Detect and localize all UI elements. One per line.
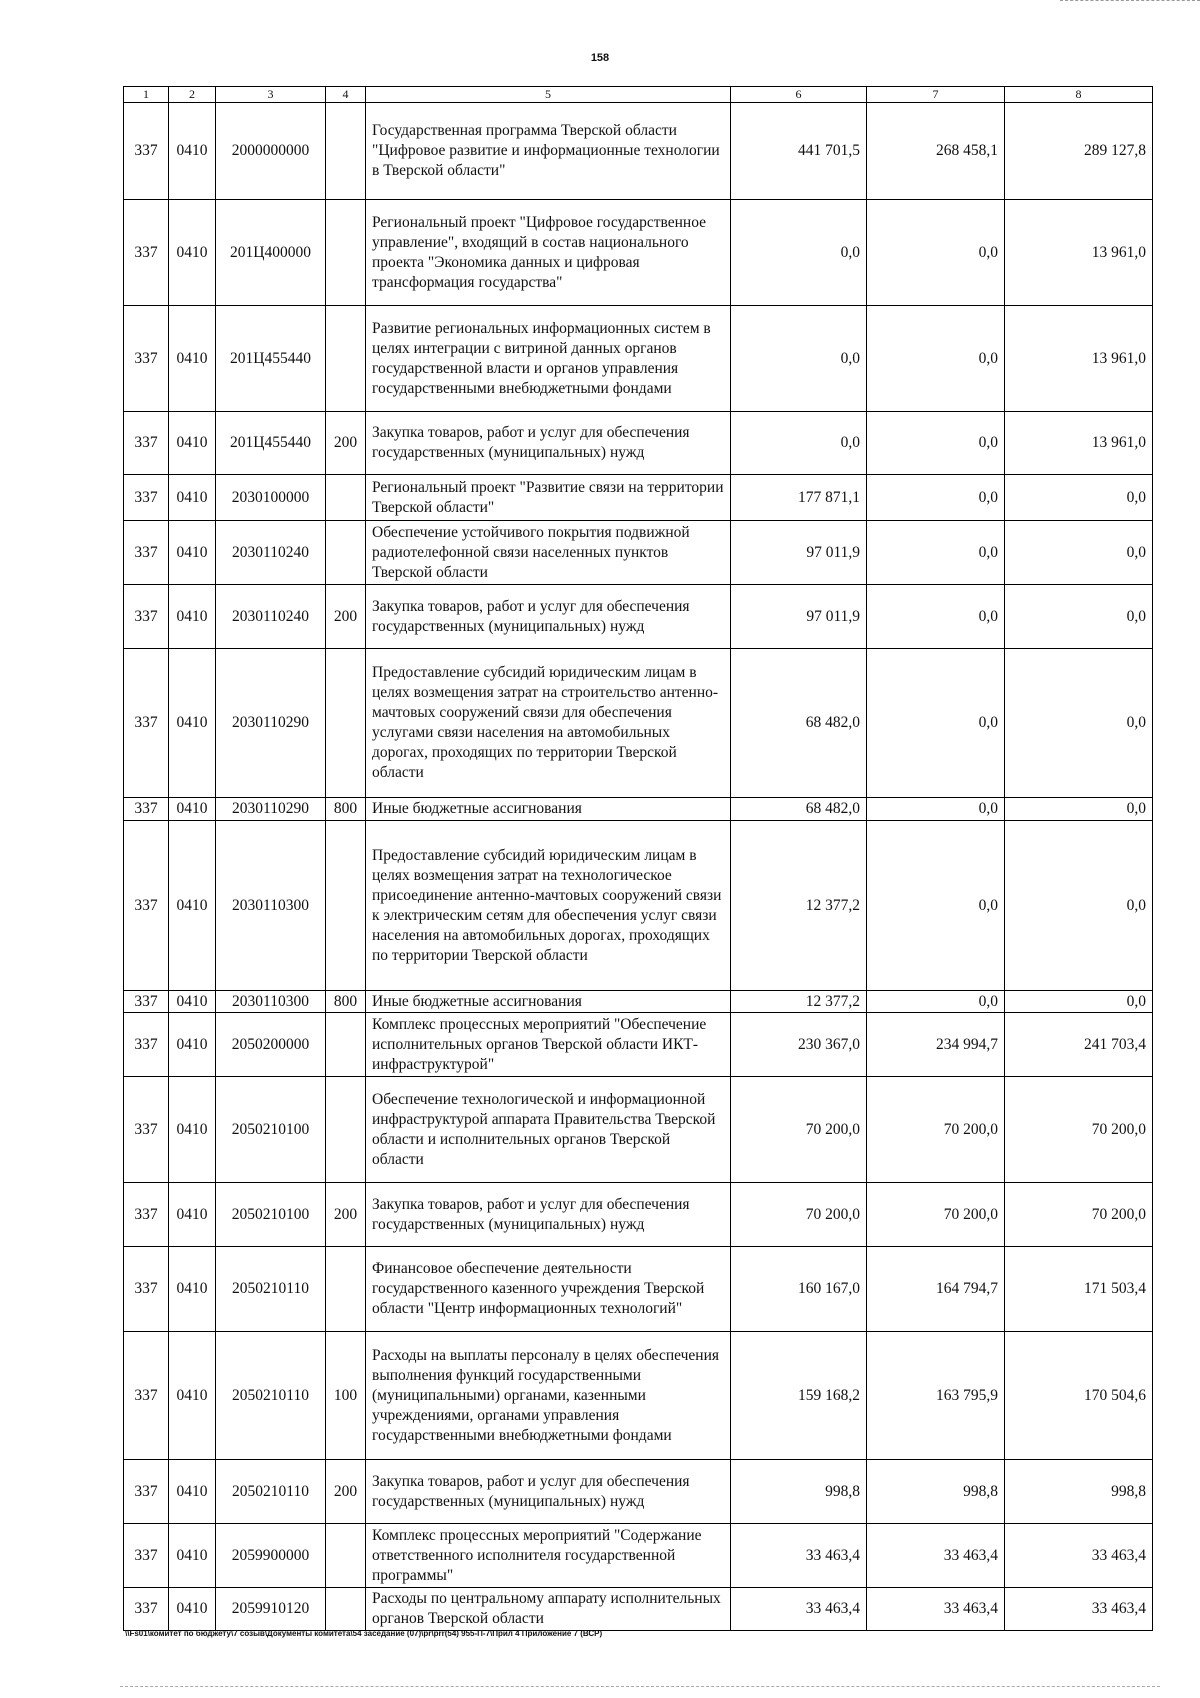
header-cell: 2	[169, 87, 216, 103]
cell-target-article: 2030110240	[216, 521, 326, 585]
cell-ministry: 337	[124, 200, 169, 306]
cell-target-article: 2030110240	[216, 585, 326, 649]
cell-ministry: 337	[124, 1332, 169, 1460]
cell-amount-col6: 177 871,1	[731, 475, 867, 521]
cell-description: Предоставление субсидий юридическим лицам в целях возмещения затрат на технологическое присоединение антенно-мачтовых сооружений связи к электрическим сетям для обеспечения услуг связи населения на автомобильных дорогах, проходящих по территории Тверской области	[366, 821, 731, 991]
cell-amount-col7: 0,0	[867, 585, 1005, 649]
cell-description: Расходы по центральному аппарату исполнительных органов Тверской области	[366, 1588, 731, 1631]
cell-ministry: 337	[124, 798, 169, 821]
cell-expense-type	[326, 1077, 366, 1183]
cell-amount-col8: 998,8	[1005, 1460, 1153, 1524]
cell-ministry: 337	[124, 1524, 169, 1588]
cell-description: Обеспечение технологической и информационной инфраструктурой аппарата Правительства Тверской области и исполнительных органов Тверской области	[366, 1077, 731, 1183]
cell-amount-col8: 13 961,0	[1005, 306, 1153, 412]
cell-ministry: 337	[124, 1013, 169, 1077]
page-number: 158	[590, 52, 610, 64]
cell-section: 0410	[169, 103, 216, 200]
cell-description: Региональный проект "Цифровое государственное управление", входящий в состав национального проекта "Экономика данных и цифровая трансформация государства"	[366, 200, 731, 306]
cell-target-article: 2050210110	[216, 1460, 326, 1524]
cell-ministry: 337	[124, 585, 169, 649]
table-row	[124, 521, 1153, 585]
cell-amount-col6: 0,0	[731, 200, 867, 306]
cell-ministry: 337	[124, 412, 169, 475]
cell-expense-type	[326, 306, 366, 412]
cell-section: 0410	[169, 306, 216, 412]
cell-ministry: 337	[124, 821, 169, 991]
cell-amount-col6: 0,0	[731, 412, 867, 475]
cell-amount-col7: 0,0	[867, 475, 1005, 521]
cell-amount-col6: 160 167,0	[731, 1247, 867, 1332]
cell-amount-col6: 68 482,0	[731, 649, 867, 798]
cell-amount-col6: 97 011,9	[731, 585, 867, 649]
cell-expense-type: 200	[326, 1183, 366, 1247]
cell-amount-col8: 70 200,0	[1005, 1077, 1153, 1183]
cell-target-article: 2059910120	[216, 1588, 326, 1631]
cell-amount-col6: 441 701,5	[731, 103, 867, 200]
table-row	[124, 103, 1153, 200]
cell-target-article: 2030100000	[216, 475, 326, 521]
table-row	[124, 649, 1153, 798]
cell-amount-col7: 234 994,7	[867, 1013, 1005, 1077]
cell-ministry: 337	[124, 1183, 169, 1247]
cell-expense-type	[326, 1524, 366, 1588]
table-row	[124, 1524, 1153, 1588]
cell-amount-col6: 12 377,2	[731, 991, 867, 1013]
cell-section: 0410	[169, 1247, 216, 1332]
cell-amount-col7: 0,0	[867, 200, 1005, 306]
cell-description: Развитие региональных информационных систем в целях интеграции с витриной данных органов государственной власти и органов управления государственными внебюджетными фондами	[366, 306, 731, 412]
header-cell: 3	[216, 87, 326, 103]
cell-expense-type: 200	[326, 585, 366, 649]
cell-ministry: 337	[124, 521, 169, 585]
cell-target-article: 2050210110	[216, 1247, 326, 1332]
table-row	[124, 1077, 1153, 1183]
cell-description: Закупка товаров, работ и услуг для обеспечения государственных (муниципальных) нужд	[366, 1460, 731, 1524]
table-row	[124, 200, 1153, 306]
cell-expense-type: 100	[326, 1332, 366, 1460]
cell-amount-col7: 0,0	[867, 412, 1005, 475]
footer-file-path: \\Fs01\комитет по бюджету\7 созыв\Документы комитета\54 заседание (07)\pr\prr(54) 955-П-7\Прил 4 Приложение 7 (ВСР)	[125, 1629, 603, 1638]
table-row	[124, 991, 1153, 1013]
cell-expense-type	[326, 1247, 366, 1332]
cell-amount-col8: 33 463,4	[1005, 1588, 1153, 1631]
cell-amount-col6: 33 463,4	[731, 1588, 867, 1631]
table-row	[124, 1460, 1153, 1524]
cell-section: 0410	[169, 585, 216, 649]
cell-description: Комплекс процессных мероприятий "Содержание ответственного исполнителя государственной программы"	[366, 1524, 731, 1588]
cell-section: 0410	[169, 821, 216, 991]
cell-amount-col8: 171 503,4	[1005, 1247, 1153, 1332]
header-cell: 4	[326, 87, 366, 103]
cell-description: Региональный проект "Развитие связи на территории Тверской области"	[366, 475, 731, 521]
header-cell: 7	[867, 87, 1005, 103]
cell-description: Закупка товаров, работ и услуг для обеспечения государственных (муниципальных) нужд	[366, 412, 731, 475]
table-row	[124, 1183, 1153, 1247]
header-cell: 1	[124, 87, 169, 103]
cell-expense-type	[326, 103, 366, 200]
cell-ministry: 337	[124, 1460, 169, 1524]
cell-section: 0410	[169, 200, 216, 306]
cell-section: 0410	[169, 991, 216, 1013]
cell-amount-col8: 289 127,8	[1005, 103, 1153, 200]
cell-ministry: 337	[124, 306, 169, 412]
cell-description: Закупка товаров, работ и услуг для обеспечения государственных (муниципальных) нужд	[366, 1183, 731, 1247]
cell-amount-col7: 0,0	[867, 306, 1005, 412]
cell-description: Закупка товаров, работ и услуг для обеспечения государственных (муниципальных) нужд	[366, 585, 731, 649]
cell-ministry: 337	[124, 1247, 169, 1332]
table-row	[124, 1588, 1153, 1631]
cell-target-article: 2050200000	[216, 1013, 326, 1077]
cell-section: 0410	[169, 1077, 216, 1183]
cell-amount-col8: 13 961,0	[1005, 412, 1153, 475]
cell-expense-type: 200	[326, 1460, 366, 1524]
cell-amount-col8: 0,0	[1005, 649, 1153, 798]
cell-amount-col6: 159 168,2	[731, 1332, 867, 1460]
cell-target-article: 2050210110	[216, 1332, 326, 1460]
cell-description: Финансовое обеспечение деятельности государственного казенного учреждения Тверской области "Центр информационных технологий"	[366, 1247, 731, 1332]
cell-amount-col8: 241 703,4	[1005, 1013, 1153, 1077]
cell-ministry: 337	[124, 103, 169, 200]
cell-target-article: 201Ц455440	[216, 412, 326, 475]
cell-expense-type: 800	[326, 991, 366, 1013]
cell-section: 0410	[169, 1332, 216, 1460]
cell-section: 0410	[169, 1460, 216, 1524]
cell-amount-col6: 70 200,0	[731, 1183, 867, 1247]
cell-expense-type	[326, 1013, 366, 1077]
cell-section: 0410	[169, 521, 216, 585]
cell-amount-col7: 268 458,1	[867, 103, 1005, 200]
cell-ministry: 337	[124, 649, 169, 798]
cell-amount-col7: 33 463,4	[867, 1524, 1005, 1588]
cell-description: Комплекс процессных мероприятий "Обеспечение исполнительных органов Тверской области ИКТ-инфраструктурой"	[366, 1013, 731, 1077]
cell-amount-col8: 0,0	[1005, 585, 1153, 649]
header-row	[124, 87, 1153, 103]
cell-amount-col6: 70 200,0	[731, 1077, 867, 1183]
cell-expense-type	[326, 475, 366, 521]
cell-section: 0410	[169, 475, 216, 521]
cell-amount-col7: 70 200,0	[867, 1183, 1005, 1247]
cell-target-article: 201Ц455440	[216, 306, 326, 412]
table-row	[124, 821, 1153, 991]
table-row	[124, 412, 1153, 475]
cell-amount-col6: 0,0	[731, 306, 867, 412]
cell-amount-col6: 230 367,0	[731, 1013, 867, 1077]
cell-amount-col8: 170 504,6	[1005, 1332, 1153, 1460]
cell-expense-type	[326, 521, 366, 585]
cell-amount-col6: 12 377,2	[731, 821, 867, 991]
cell-target-article: 2030110290	[216, 649, 326, 798]
cell-target-article: 2030110300	[216, 991, 326, 1013]
table-row	[124, 306, 1153, 412]
cell-target-article: 2030110290	[216, 798, 326, 821]
cell-amount-col7: 0,0	[867, 991, 1005, 1013]
header-cell: 8	[1005, 87, 1153, 103]
cell-target-article: 2000000000	[216, 103, 326, 200]
cell-section: 0410	[169, 649, 216, 798]
cell-description: Предоставление субсидий юридическим лицам в целях возмещения затрат на строительство антенно-мачтовых сооружений связи для обеспечения услугами связи населения на автомобильных дорогах, проходящих по территории Тверской области	[366, 649, 731, 798]
cell-expense-type: 800	[326, 798, 366, 821]
cell-section: 0410	[169, 798, 216, 821]
cell-ministry: 337	[124, 1588, 169, 1631]
cell-expense-type	[326, 821, 366, 991]
scan-edge-top	[1060, 0, 1200, 5]
cell-amount-col7: 0,0	[867, 521, 1005, 585]
cell-amount-col6: 68 482,0	[731, 798, 867, 821]
cell-target-article: 2050210100	[216, 1183, 326, 1247]
cell-target-article: 2030110300	[216, 821, 326, 991]
cell-expense-type: 200	[326, 412, 366, 475]
cell-amount-col6: 33 463,4	[731, 1524, 867, 1588]
cell-section: 0410	[169, 412, 216, 475]
cell-ministry: 337	[124, 991, 169, 1013]
cell-amount-col7: 164 794,7	[867, 1247, 1005, 1332]
table-row	[124, 798, 1153, 821]
table-row	[124, 1013, 1153, 1077]
table-row	[124, 585, 1153, 649]
cell-amount-col7: 0,0	[867, 798, 1005, 821]
cell-description: Иные бюджетные ассигнования	[366, 991, 731, 1013]
cell-target-article: 2050210100	[216, 1077, 326, 1183]
cell-amount-col8: 33 463,4	[1005, 1524, 1153, 1588]
cell-expense-type	[326, 1588, 366, 1631]
table-row	[124, 1247, 1153, 1332]
cell-expense-type	[326, 200, 366, 306]
header-cell: 6	[731, 87, 867, 103]
cell-target-article: 2059900000	[216, 1524, 326, 1588]
cell-amount-col8: 0,0	[1005, 475, 1153, 521]
budget-table	[123, 86, 1153, 1631]
cell-description: Расходы на выплаты персоналу в целях обеспечения выполнения функций государственными (муниципальными) органами, казенными учреждениями, органами управления государственными внебюджетными фондами	[366, 1332, 731, 1460]
cell-amount-col6: 998,8	[731, 1460, 867, 1524]
cell-section: 0410	[169, 1183, 216, 1247]
table-row	[124, 475, 1153, 521]
cell-amount-col7: 0,0	[867, 649, 1005, 798]
cell-amount-col7: 998,8	[867, 1460, 1005, 1524]
cell-amount-col8: 0,0	[1005, 521, 1153, 585]
cell-amount-col7: 0,0	[867, 821, 1005, 991]
cell-ministry: 337	[124, 1077, 169, 1183]
cell-description: Иные бюджетные ассигнования	[366, 798, 731, 821]
cell-amount-col7: 33 463,4	[867, 1588, 1005, 1631]
table-row	[124, 1332, 1153, 1460]
header-cell: 5	[366, 87, 731, 103]
cell-description: Государственная программа Тверской области "Цифровое развитие и информационные технологии в Тверской области"	[366, 103, 731, 200]
scan-edge-bottom	[120, 1686, 1160, 1688]
cell-amount-col7: 163 795,9	[867, 1332, 1005, 1460]
cell-amount-col8: 0,0	[1005, 798, 1153, 821]
cell-section: 0410	[169, 1013, 216, 1077]
cell-amount-col8: 70 200,0	[1005, 1183, 1153, 1247]
cell-amount-col8: 13 961,0	[1005, 200, 1153, 306]
cell-amount-col8: 0,0	[1005, 821, 1153, 991]
cell-amount-col7: 70 200,0	[867, 1077, 1005, 1183]
cell-expense-type	[326, 649, 366, 798]
cell-target-article: 201Ц400000	[216, 200, 326, 306]
cell-amount-col6: 97 011,9	[731, 521, 867, 585]
cell-amount-col8: 0,0	[1005, 991, 1153, 1013]
cell-ministry: 337	[124, 475, 169, 521]
cell-section: 0410	[169, 1524, 216, 1588]
cell-section: 0410	[169, 1588, 216, 1631]
cell-description: Обеспечение устойчивого покрытия подвижной радиотелефонной связи населенных пунктов Тверской области	[366, 521, 731, 585]
